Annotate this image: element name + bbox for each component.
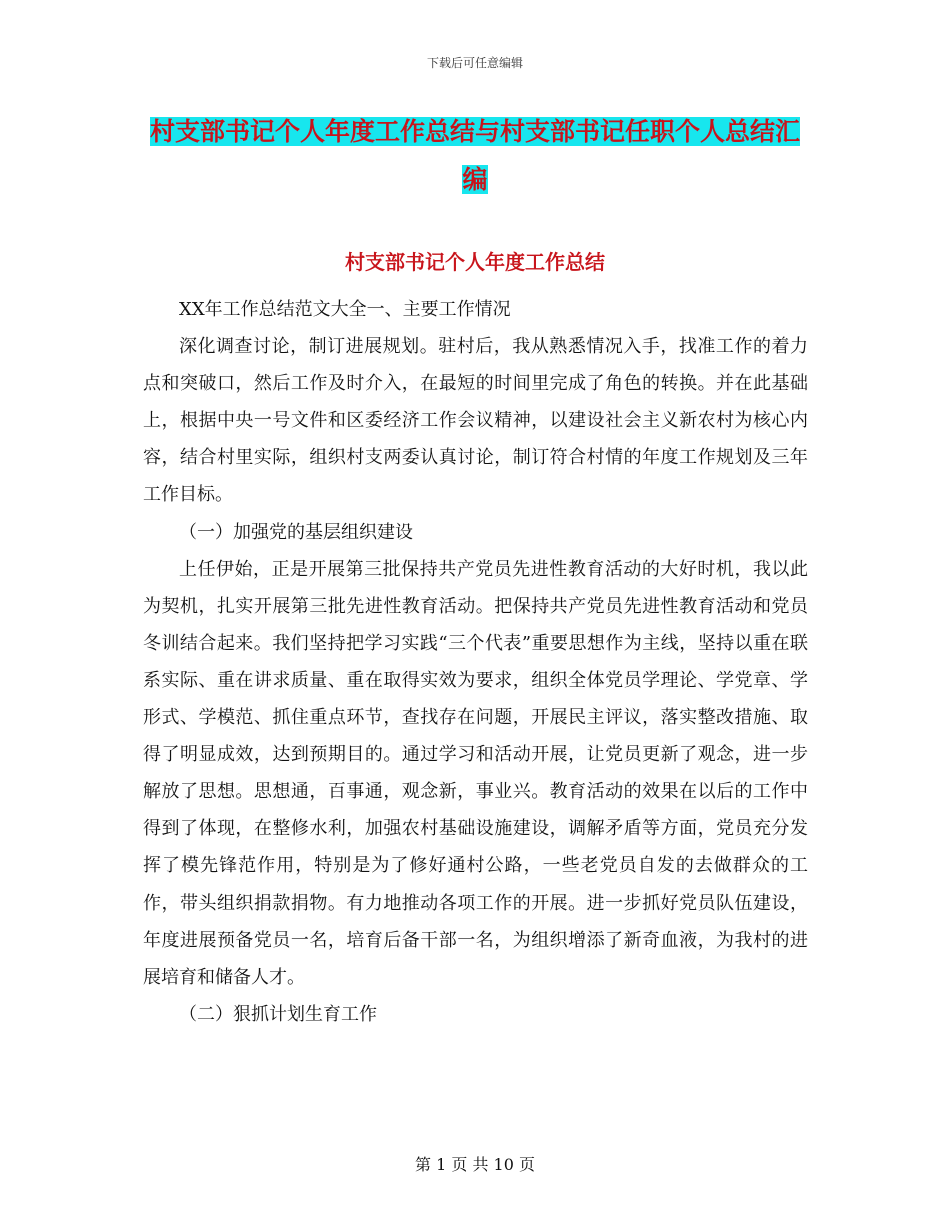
- body-paragraph: XX年工作总结范文大全一、主要工作情况: [179, 299, 511, 320]
- body-paragraph: 深化调查讨论，制订进展规划。驻村后，我从熟悉情况入手，找准工作的着力点和突破口，然后工作及时介入，在最短的时间里完成了角色的转换。并在此基础上，根据中央一号文件和区委经济工作会议精神，以建设社会主义新农村为核心内容，结合村里实际，组织村支两委认真讨论，制订符合村情的年度工作规划及三年工作目标。: [143, 336, 808, 506]
- section-heading: （二）狠抓计划生育工作: [179, 1003, 377, 1025]
- document-body: [143, 291, 808, 1033]
- page-footer: 第 1 页 共 10 页: [415, 1155, 535, 1174]
- section-title: 村支部书记个人年度工作总结: [345, 250, 605, 274]
- page-header-note: 下载后可任意编辑: [426, 56, 523, 70]
- section-heading: （一）加强党的基层组织建设: [179, 521, 413, 543]
- document-title: [140, 108, 810, 204]
- document-title-text: 村支部书记个人年度工作总结与村支部书记任职个人总结汇编: [149, 117, 800, 194]
- body-paragraph: 上任伊始，正是开展第三批保持共产党员先进性教育活动的大好时机，我以此为契机，扎实开展第三批先进性教育活动。把保持共产党员先进性教育活动和党员冬训结合起来。我们坚持把学习实践“三个代表”重要思想作为主线，坚持以重在联系实际、重在讲求质量、重在取得实效为要求，组织全体党员学理论、学党章、学形式、学模范、抓住重点环节，查找存在问题，开展民主评议，落实整改措施、取得了明显成效，达到预期目的。通过学习和活动开展，让党员更新了观念，进一步解放了思想。思想通，百事通，观念新，事业兴。教育活动的效果在以后的工作中得到了体现，在整修水利，加强农村基础设施建设，调解矛盾等方面，党员充分发挥了模先锋范作用，特别是为了修好通村公路，一些老党员自发的去做群众的工作，带头组织捐款捐物。有力地推动各项工作的开展。进一步抓好党员队伍建设，年度进展预备党员一名，培育后备干部一名，为组织增添了新奇血液，为我村的进展培育和储备人才。: [143, 558, 808, 988]
